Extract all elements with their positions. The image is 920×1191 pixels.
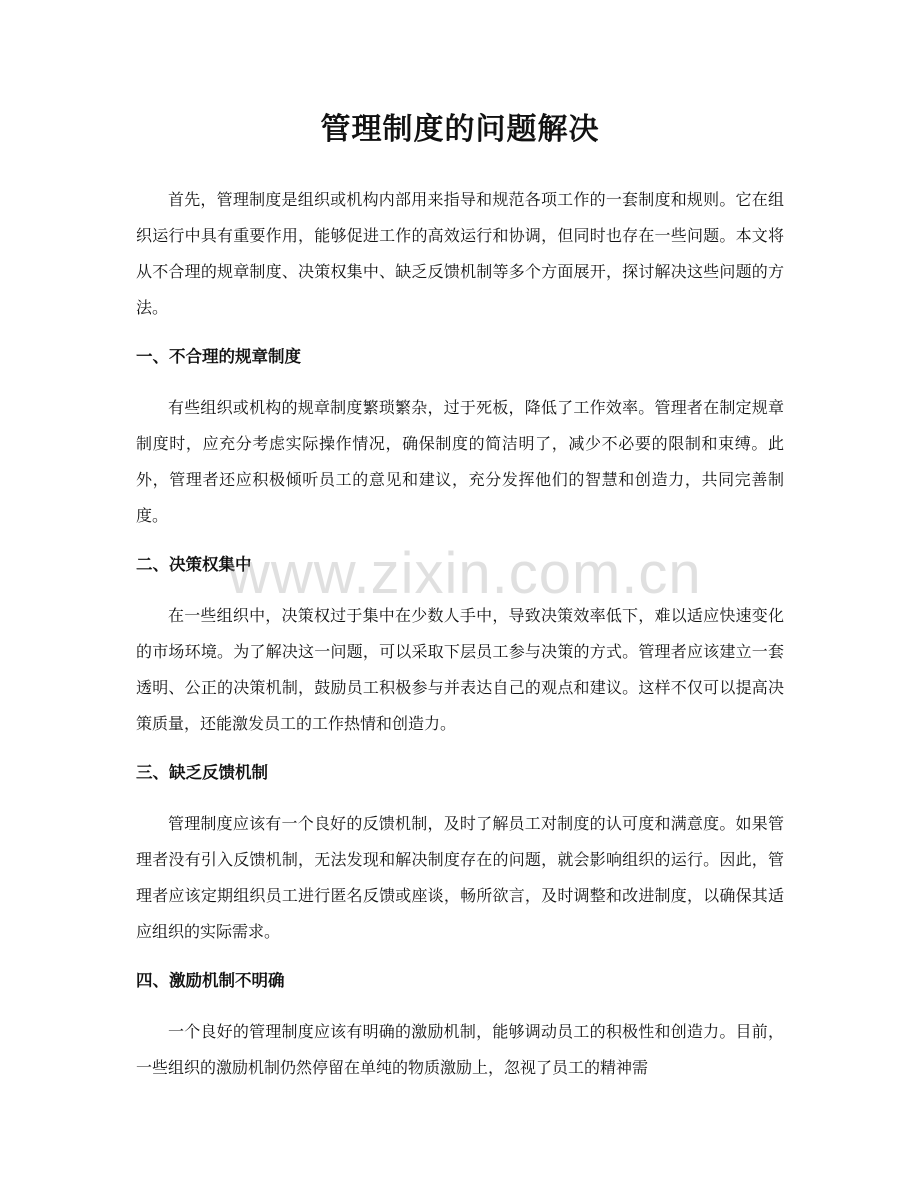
intro-paragraph: 首先，管理制度是组织或机构内部用来指导和规范各项工作的一套制度和规则。它在组织运行中具有重要作用，能够促进工作的高效运行和协调，但同时也存在一些问题。本文将从不合理的规章制度、决策权集中、缺乏反馈机制等多个方面展开，探讨解决这些问题的方法。 [136, 190, 784, 317]
section-heading-3: 三、缺乏反馈机制 [136, 763, 268, 782]
watermark: www.zixin.com.cn [228, 541, 702, 606]
section-body-1: 有些组织或机构的规章制度繁琐繁杂，过于死板，降低了工作效率。管理者在制定规章制度时，应充分考虑实际操作情况，确保制度的简洁明了，减少不必要的限制和束缚。此外，管理者还应积极倾听员工的意见和建议，充分发挥他们的智慧和创造力，共同完善制度。 [136, 398, 784, 525]
section-body-2: 在一些组织中，决策权过于集中在少数人手中，导致决策效率低下，难以适应快速变化的市场环境。为了解决这一问题，可以采取下层员工参与决策的方式。管理者应该建立一套透明、公正的决策机制，鼓励员工积极参与并表达自己的观点和建议。这样不仅可以提高决策质量，还能激发员工的工作热情和创造力。 [136, 606, 784, 733]
section-body-3: 管理制度应该有一个良好的反馈机制，及时了解员工对制度的认可度和满意度。如果管理者没有引入反馈机制，无法发现和解决制度存在的问题，就会影响组织的运行。因此，管理者应该定期组织员工进行匿名反馈或座谈，畅所欲言，及时调整和改进制度，以确保其适应组织的实际需求。 [136, 814, 784, 941]
section-heading-1: 一、不合理的规章制度 [136, 347, 301, 366]
section-heading-2: 二、决策权集中 [136, 555, 252, 574]
page-title: 管理制度的问题解决 [320, 112, 600, 147]
section-heading-4: 四、激励机制不明确 [136, 971, 285, 990]
section-body-4: 一个良好的管理制度应该有明确的激励机制，能够调动员工的积极性和创造力。目前，一些组织的激励机制仍然停留在单纯的物质激励上，忽视了员工的精神需 [136, 1022, 784, 1077]
